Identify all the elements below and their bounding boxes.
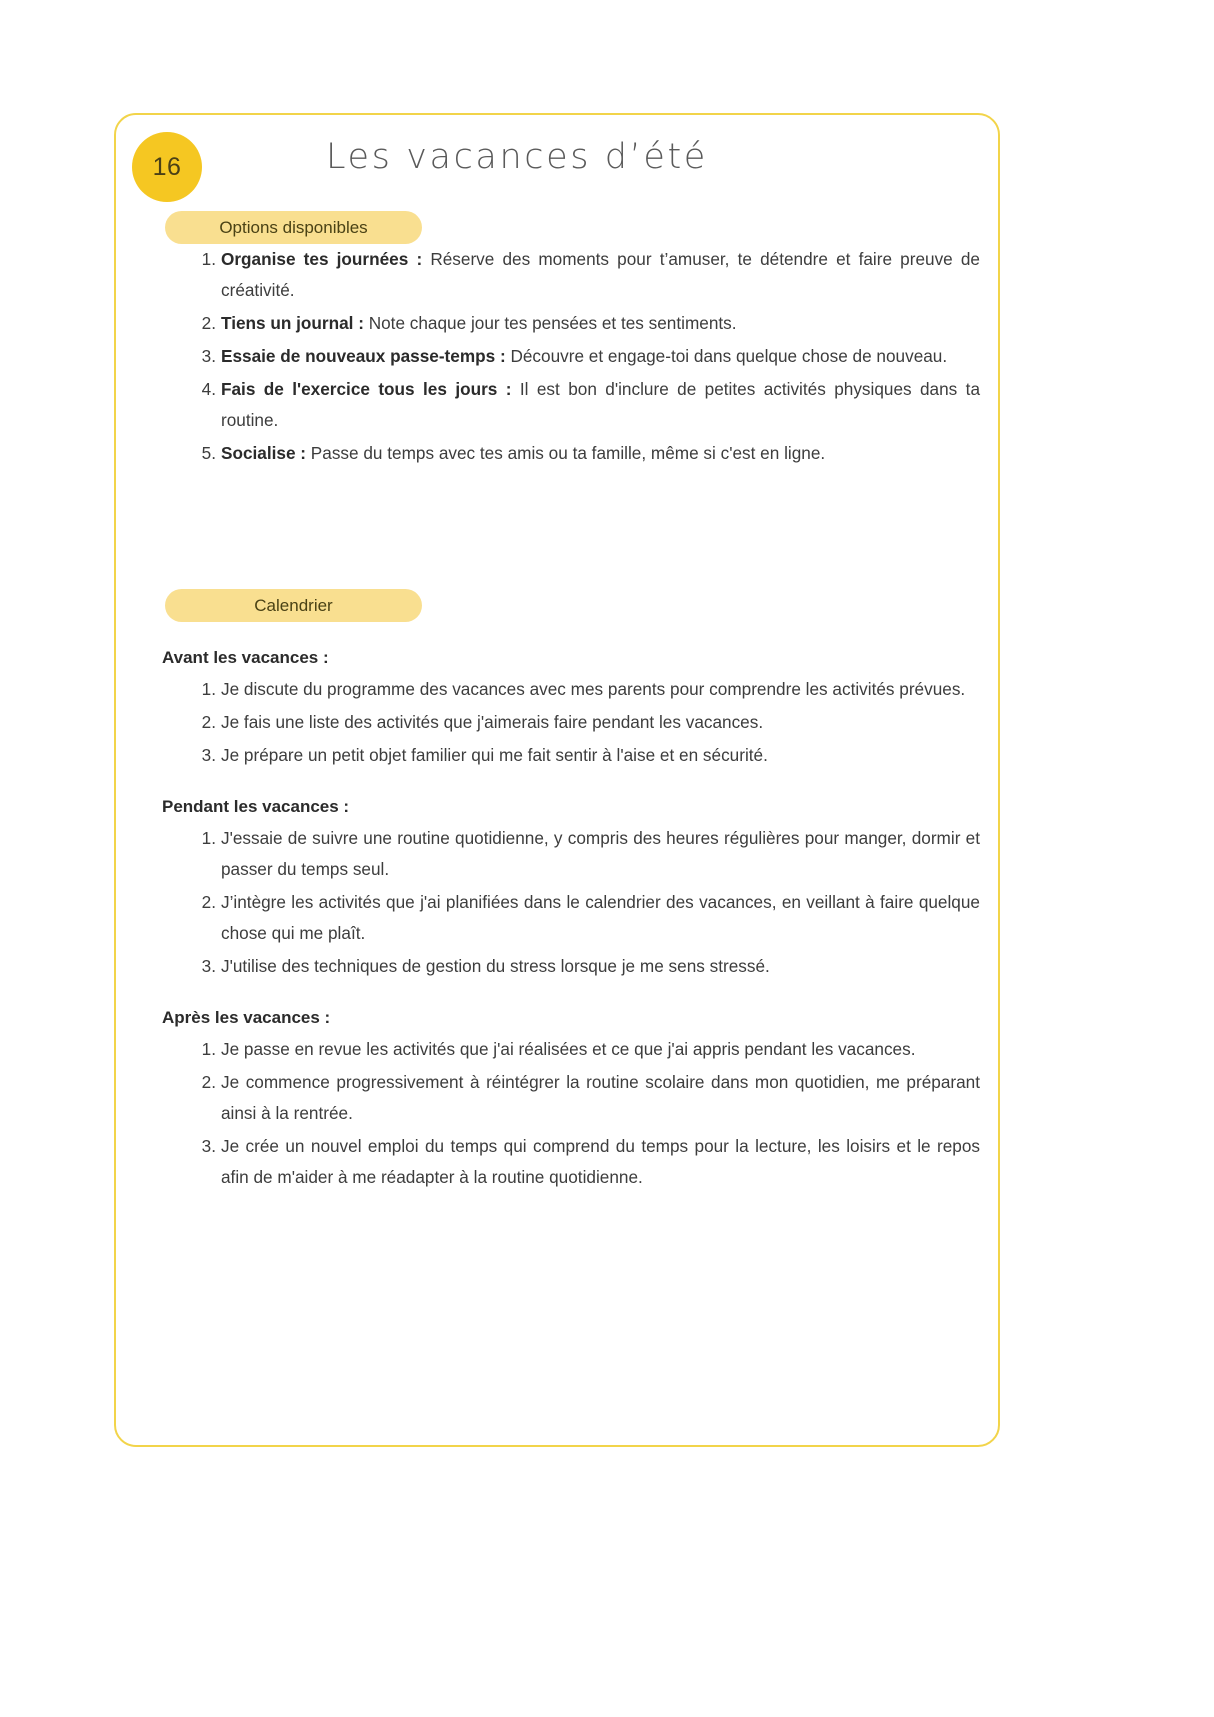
list-item-lead: Organise tes journées : bbox=[221, 249, 423, 269]
calendar-list-avant bbox=[160, 674, 980, 771]
list-item: Je commence progressivement à réintégrer la routine scolaire dans mon quotidien, me préparant ainsi à la rentrée. bbox=[221, 1072, 980, 1123]
list-item-text: Il est bon d'inclure de petites activités physiques dans ta routine. bbox=[221, 379, 981, 430]
page-content bbox=[116, 211, 998, 1193]
list-item-lead: Socialise : bbox=[221, 443, 307, 463]
section-pill-calendrier: Calendrier bbox=[165, 589, 422, 622]
list-item-lead: Tiens un journal : bbox=[221, 313, 364, 333]
list-item: Je passe en revue les activités que j'ai réalisées et ce que j'ai appris pendant les vacances. bbox=[221, 1039, 916, 1059]
list-item: Je fais une liste des activités que j'aimerais faire pendant les vacances. bbox=[221, 712, 764, 732]
page-title: Les vacances d’été bbox=[326, 137, 708, 177]
list-item: J'utilise des techniques de gestion du stress lorsque je me sens stressé. bbox=[221, 956, 770, 976]
list-item-lead: Essaie de nouveaux passe-temps : bbox=[221, 346, 506, 366]
calendar-list-pendant bbox=[160, 823, 980, 982]
calendar-group-pendant bbox=[160, 797, 980, 982]
options-list bbox=[160, 244, 980, 469]
list-item bbox=[218, 438, 980, 469]
list-item-text: Réserve des moments pour t’amuser, te détendre et faire preuve de créativité. bbox=[221, 249, 980, 300]
page-header bbox=[116, 115, 998, 211]
list-item: Je crée un nouvel emploi du temps qui comprend du temps pour la lecture, les loisirs et le repos afin de m'aider à me réadapter à la routine quotidienne. bbox=[221, 1136, 980, 1187]
spacer bbox=[160, 622, 980, 648]
list-item: J’intègre les activités que j'ai planifiées dans le calendrier des vacances, en veillant à faire quelque chose qui me plaît. bbox=[221, 892, 980, 943]
list-item: J'essaie de suivre une routine quotidienne, y compris des heures régulières pour manger, dormir et passer du temps seul. bbox=[221, 828, 980, 879]
sub-heading: Pendant les vacances : bbox=[162, 797, 350, 816]
section-pill-options: Options disponibles bbox=[165, 211, 422, 244]
list-item bbox=[218, 244, 980, 306]
sub-heading: Avant les vacances : bbox=[162, 648, 329, 667]
list-item: Je discute du programme des vacances avec mes parents pour comprendre les activités prévues. bbox=[221, 679, 966, 699]
calendar-list-apres bbox=[160, 1034, 980, 1193]
list-item: Je prépare un petit objet familier qui me fait sentir à l'aise et en sécurité. bbox=[221, 745, 768, 765]
list-item bbox=[218, 341, 980, 372]
calendar-group-avant bbox=[160, 648, 980, 771]
section-spacer bbox=[160, 471, 980, 589]
list-item bbox=[218, 374, 980, 436]
list-item bbox=[218, 308, 980, 339]
worksheet-page bbox=[114, 113, 1000, 1447]
list-item-lead: Fais de l'exercice tous les jours : bbox=[221, 379, 512, 399]
page-number-badge: 16 bbox=[132, 132, 202, 202]
list-item-text: Note chaque jour tes pensées et tes sentiments. bbox=[363, 313, 737, 333]
sub-heading: Après les vacances : bbox=[162, 1008, 331, 1027]
list-item-text: Passe du temps avec tes amis ou ta famille, même si c'est en ligne. bbox=[306, 443, 826, 463]
list-item-text: Découvre et engage-toi dans quelque chose de nouveau. bbox=[505, 346, 948, 366]
calendar-group-apres bbox=[160, 1008, 980, 1193]
